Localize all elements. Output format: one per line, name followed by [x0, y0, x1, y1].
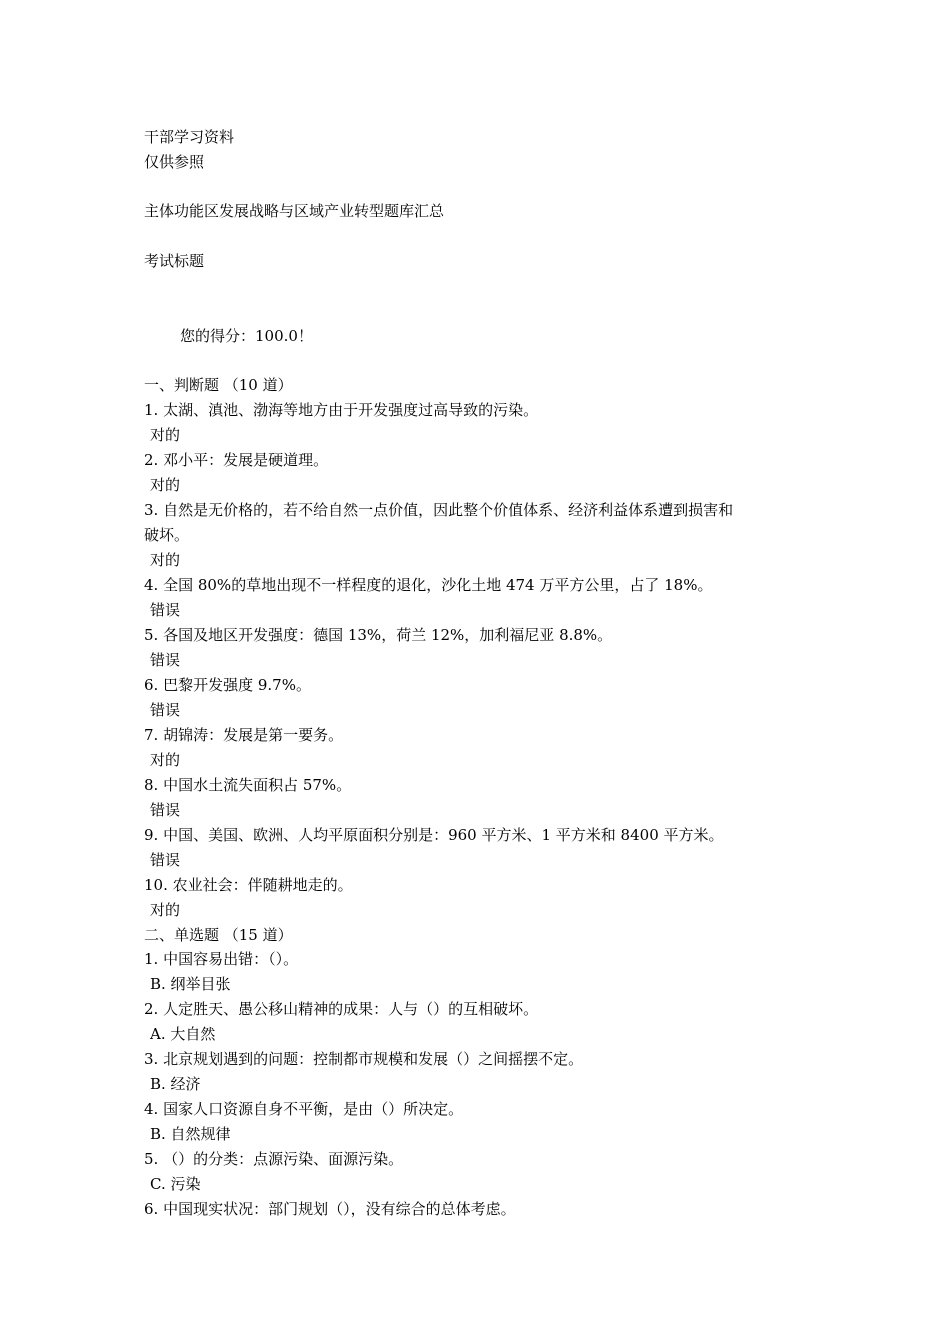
- question-text: 2. 邓小平：发展是硬道理。: [144, 451, 329, 469]
- question-text: 2. 人定胜天、愚公移山精神的成果：人与（）的互相破坏。: [144, 1000, 539, 1018]
- answer-text: 对的: [150, 901, 181, 919]
- question-text: 10. 农业社会：伴随耕地走的。: [144, 876, 353, 894]
- answer-text: B. 经济: [150, 1075, 201, 1093]
- question-text: 6. 中国现实状况：部门规划（），没有综合的总体考虑。: [144, 1200, 516, 1218]
- question-text: 4. 全国 80%的草地出现不一样程度的退化，沙化土地 474 万平方公里，占了 18%。: [144, 576, 713, 594]
- answer-text: C. 污染: [150, 1175, 201, 1193]
- question-text: 4. 国家人口资源自身不平衡，是由（）所决定。: [144, 1100, 464, 1118]
- answer-text: B. 纲举目张: [150, 975, 231, 993]
- exam-title: 考试标题: [144, 252, 205, 270]
- question-text: 1. 中国容易出错：（）。: [144, 950, 299, 968]
- answer-text: 错误: [150, 801, 181, 819]
- answer-text: 错误: [150, 701, 181, 719]
- question-text: 3. 北京规划遇到的问题：控制都市规模和发展（）之间摇摆不定。: [144, 1050, 584, 1068]
- question-text: 6. 巴黎开发强度 9.7%。: [144, 676, 311, 694]
- section-heading-single-choice: 二、单选题 （15 道）: [144, 926, 293, 944]
- question-text: 5. （）的分类：点源污染、面源污染。: [144, 1150, 404, 1168]
- question-text: 8. 中国水土流失面积占 57%。: [144, 776, 352, 794]
- question-text: 9. 中国、美国、欧洲、人均平原面积分别是：960 平方米、1 平方米和 8400 平方米。: [144, 826, 724, 844]
- header-line-2: 仅供参照: [144, 153, 205, 171]
- answer-text: 错误: [150, 601, 181, 619]
- question-text: 3. 自然是无价格的，若不给自然一点价值，因此整个价值体系、经济利益体系遭到损害和: [144, 501, 734, 519]
- answer-text: A. 大自然: [150, 1025, 216, 1043]
- answer-text: 错误: [150, 651, 181, 669]
- question-text: 5. 各国及地区开发强度：德国 13%，荷兰 12%，加利福尼亚 8.8%。: [144, 626, 613, 644]
- answer-text: 错误: [150, 851, 181, 869]
- question-text: 1. 太湖、滇池、渤海等地方由于开发强度过高导致的污染。: [144, 401, 539, 419]
- answer-text: 对的: [150, 751, 181, 769]
- header-line-1: 干部学习资料: [144, 128, 235, 146]
- question-text: 7. 胡锦涛：发展是第一要务。: [144, 726, 344, 744]
- answer-text: 对的: [150, 426, 181, 444]
- section-heading-judgement: 一、判断题 （10 道）: [144, 376, 293, 394]
- document-title: 主体功能区发展战略与区域产业转型题库汇总: [144, 202, 445, 220]
- answer-text: 对的: [150, 476, 181, 494]
- question-text-continued: 破坏。: [144, 526, 190, 544]
- answer-text: 对的: [150, 551, 181, 569]
- answer-text: B. 自然规律: [150, 1125, 231, 1143]
- score-text: 您的得分：100.0！: [180, 327, 313, 345]
